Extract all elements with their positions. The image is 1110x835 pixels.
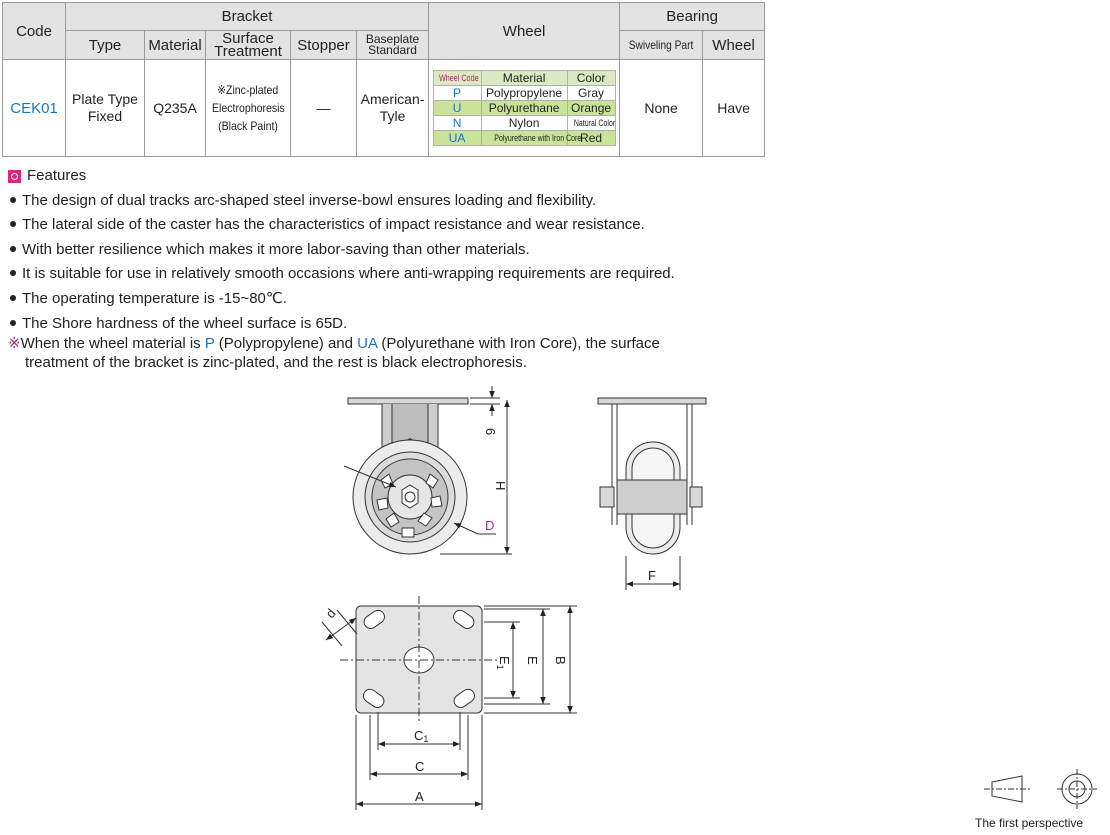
wheel-code: UA — [433, 131, 481, 146]
dim-label-e1 — [495, 656, 512, 670]
wheel-code: N — [433, 116, 481, 131]
dim-label-c1 — [414, 728, 428, 744]
dim-label-e1-main: E — [497, 656, 512, 665]
feature-text: The operating temperature is -15~80℃. — [22, 289, 287, 307]
header-surface-line2: Treatment — [214, 43, 282, 60]
header-baseplate-line2: Standard — [368, 43, 417, 57]
cell-surface-line1: ※Zinc-plated — [217, 83, 279, 97]
cell-bearing-wheel: Have — [703, 60, 765, 157]
feature-text: The lateral side of the caster has the characteristics of impact resistance and wear resistance. — [22, 216, 645, 234]
wheel-material: Polypropylene — [481, 86, 567, 101]
header-stopper: Stopper — [291, 31, 357, 60]
wheel-header-material: Material — [481, 71, 567, 86]
wheel-material: Nylon — [481, 116, 567, 131]
wheel-code: U — [433, 101, 481, 116]
wheel-material: Polyurethane — [481, 101, 567, 116]
top-view-drawing — [322, 596, 577, 810]
feature-text: With better resilience which makes it more labor-saving than other materials. — [22, 240, 530, 258]
note-code-ua: UA — [357, 335, 378, 353]
wheel-color: Gray — [567, 86, 615, 101]
header-wheel: Wheel — [429, 3, 620, 60]
dim-label-d: D — [485, 518, 495, 533]
cell-surface-line3: (Black Paint) — [218, 119, 278, 133]
header-code: Code — [3, 3, 66, 60]
wheel-code: P — [433, 86, 481, 101]
dim-label-a: A — [415, 789, 424, 804]
note-text-4: treatment of the bracket is zinc-plated, and the rest is black electrophoresis. — [25, 354, 527, 372]
perspective-label: The first perspective — [975, 816, 1084, 830]
feature-text: It is suitable for use in relatively smooth occasions where anti-wrapping requirements are required. — [22, 265, 675, 283]
dim-label-c1-sub: 1 — [423, 734, 429, 744]
projection-symbol-icon — [984, 769, 1097, 809]
wheel-material-label: Polyurethane with Iron Core — [493, 133, 581, 143]
front-view-drawing — [598, 398, 706, 590]
features-title: Features — [27, 167, 87, 184]
note-code-p: P — [204, 335, 215, 353]
header-bearing: Bearing — [620, 3, 765, 31]
dim-label-c: C — [415, 759, 425, 774]
header-swiveling-part-label: Swiveling Part — [628, 38, 694, 52]
cell-type-line2: Fixed — [87, 108, 123, 124]
dim-label-d-small: d — [322, 605, 339, 621]
cell-swiveling-part: None — [620, 60, 703, 157]
dim-label-six: 6 — [483, 428, 498, 436]
header-bracket: Bracket — [66, 3, 429, 31]
note-mark: ※ — [8, 335, 21, 353]
feature-text: The design of dual tracks arc-shaped steel inverse-bowl ensures loading and flexibility. — [22, 191, 597, 209]
cell-stopper: — — [291, 60, 357, 157]
note-text-2: (Polypropylene) and — [214, 335, 358, 353]
wheel-header-code-label: Wheel Code — [438, 73, 479, 83]
dim-label-e1-sub: 1 — [495, 664, 505, 670]
cell-surface-line2: Electrophoresis — [211, 101, 285, 115]
cell-material: Q235A — [145, 60, 206, 157]
header-bearing-wheel: Wheel — [703, 31, 765, 60]
dim-label-c1-main: C — [414, 728, 424, 743]
header-surface-line1: Surface — [222, 30, 274, 47]
feature-text: The Shore hardness of the wheel surface is 65D. — [22, 314, 348, 332]
dim-label-b: B — [553, 656, 568, 665]
header-baseplate-line1: Baseplate — [365, 32, 420, 46]
cell-baseplate-line2: Tyle — [379, 108, 406, 124]
wheel-color: Red — [567, 131, 615, 146]
dim-label-h: H — [493, 481, 508, 491]
cell-code: CEK01 — [3, 60, 66, 157]
wheel-color: Orange — [567, 101, 615, 116]
note-text-3: (Polyurethane with Iron Core), the surface — [377, 335, 660, 353]
note-text-1: When the wheel material is — [20, 335, 205, 353]
wheel-color-label: Natural Color — [573, 118, 615, 128]
cell-baseplate-line1: American- — [360, 91, 425, 107]
header-type: Type — [66, 31, 145, 60]
dim-label-f: F — [648, 568, 656, 583]
dim-label-e: E — [525, 656, 540, 665]
wheel-header-color: Color — [567, 71, 615, 86]
header-material: Material — [145, 31, 206, 60]
cell-type-line1: Plate Type — [72, 91, 138, 107]
